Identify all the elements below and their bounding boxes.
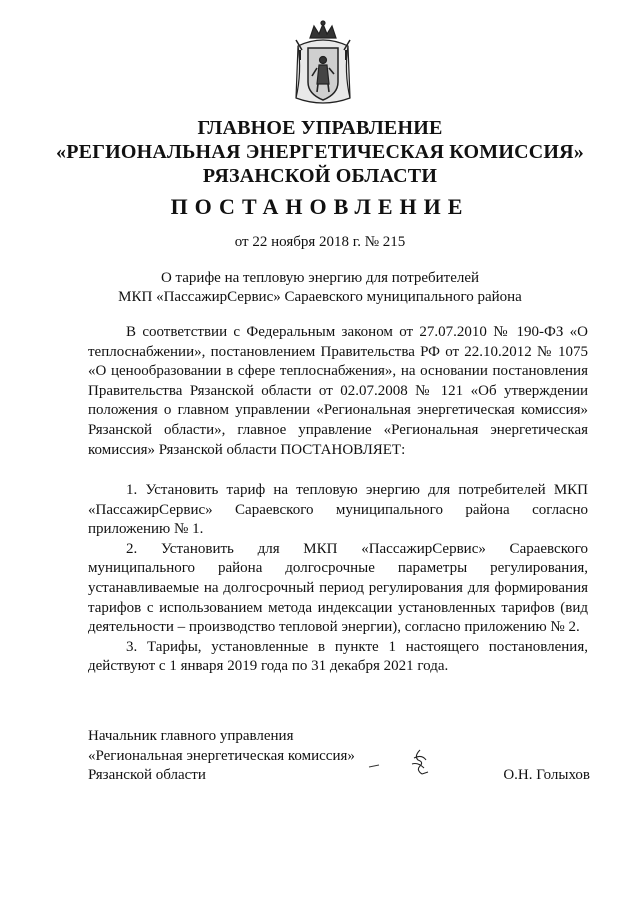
document-date-number: от 22 ноября 2018 г. № 215 xyxy=(234,234,406,250)
signatory-title-line3: Рязанской области xyxy=(88,767,206,783)
document-subject xyxy=(60,269,580,307)
signatory-title xyxy=(88,727,355,786)
subject-line2: МКП «ПассажирСервис» Сараевского муниципального района xyxy=(118,289,522,305)
signature-stroke-icon xyxy=(368,763,380,769)
signatory-title-line1: Начальник главного управления xyxy=(88,728,294,744)
document-type-title: ПОСТАНОВЛЕНИЕ xyxy=(170,194,470,219)
organization-name-line3: РЯЗАНСКОЙ ОБЛАСТИ xyxy=(202,165,438,187)
organization-name-line1: ГЛАВНОЕ УПРАВЛЕНИЕ xyxy=(197,117,443,139)
decree-item-2: 2. Установить для МКП «ПассажирСервис» Сараевского муниципального района долгосрочные параметры регулирования, устанавливаемые на долгосрочный период регулирования для формирования тарифов с использованием метода индексации установленных тарифов (вид деятельности – производство тепловой энергии), согласно приложению № 2. xyxy=(88,540,588,636)
handwritten-signature-icon xyxy=(400,748,440,778)
coat-of-arms-icon xyxy=(292,20,354,110)
decree-item-3: 3. Тарифы, установленные в пункте 1 настоящего постановления, действуют с 1 января 2019 года по 31 декабря 2021 года. xyxy=(88,638,588,675)
signatory-title-line2: «Региональная энергетическая комиссия» xyxy=(88,747,355,764)
decree-item-1: 1. Установить тариф на тепловую энергию для потребителей МКП «ПассажирСервис» Сараевского муниципального района согласно приложению № 1. xyxy=(88,482,588,538)
decree-items xyxy=(88,481,588,677)
subject-line1: О тарифе на тепловую энергию для потребителей xyxy=(160,270,480,286)
organization-name-line2: «РЕГИОНАЛЬНАЯ ЭНЕРГЕТИЧЕСКАЯ КОМИССИЯ» xyxy=(56,141,584,163)
preamble-paragraph: В соответствии с Федеральным законом от 27.07.2010 № 190-ФЗ «О теплоснабжении», постановлением Правительства РФ от 22.10.2012 № 1075 «О ценообразовании в сфере теплоснабжения», на основании постановления Правительства Рязанской области от 02.07.2008 № 121 «Об утверждении положения о главном управлении «Региональная энергетическая комиссия» Рязанской области», главное управление «Региональная энергетическая комиссия» Рязанской области ПОСТАНОВЛЯЕТ: xyxy=(88,324,588,458)
signatory-name: О.Н. Голыхов xyxy=(503,767,590,783)
